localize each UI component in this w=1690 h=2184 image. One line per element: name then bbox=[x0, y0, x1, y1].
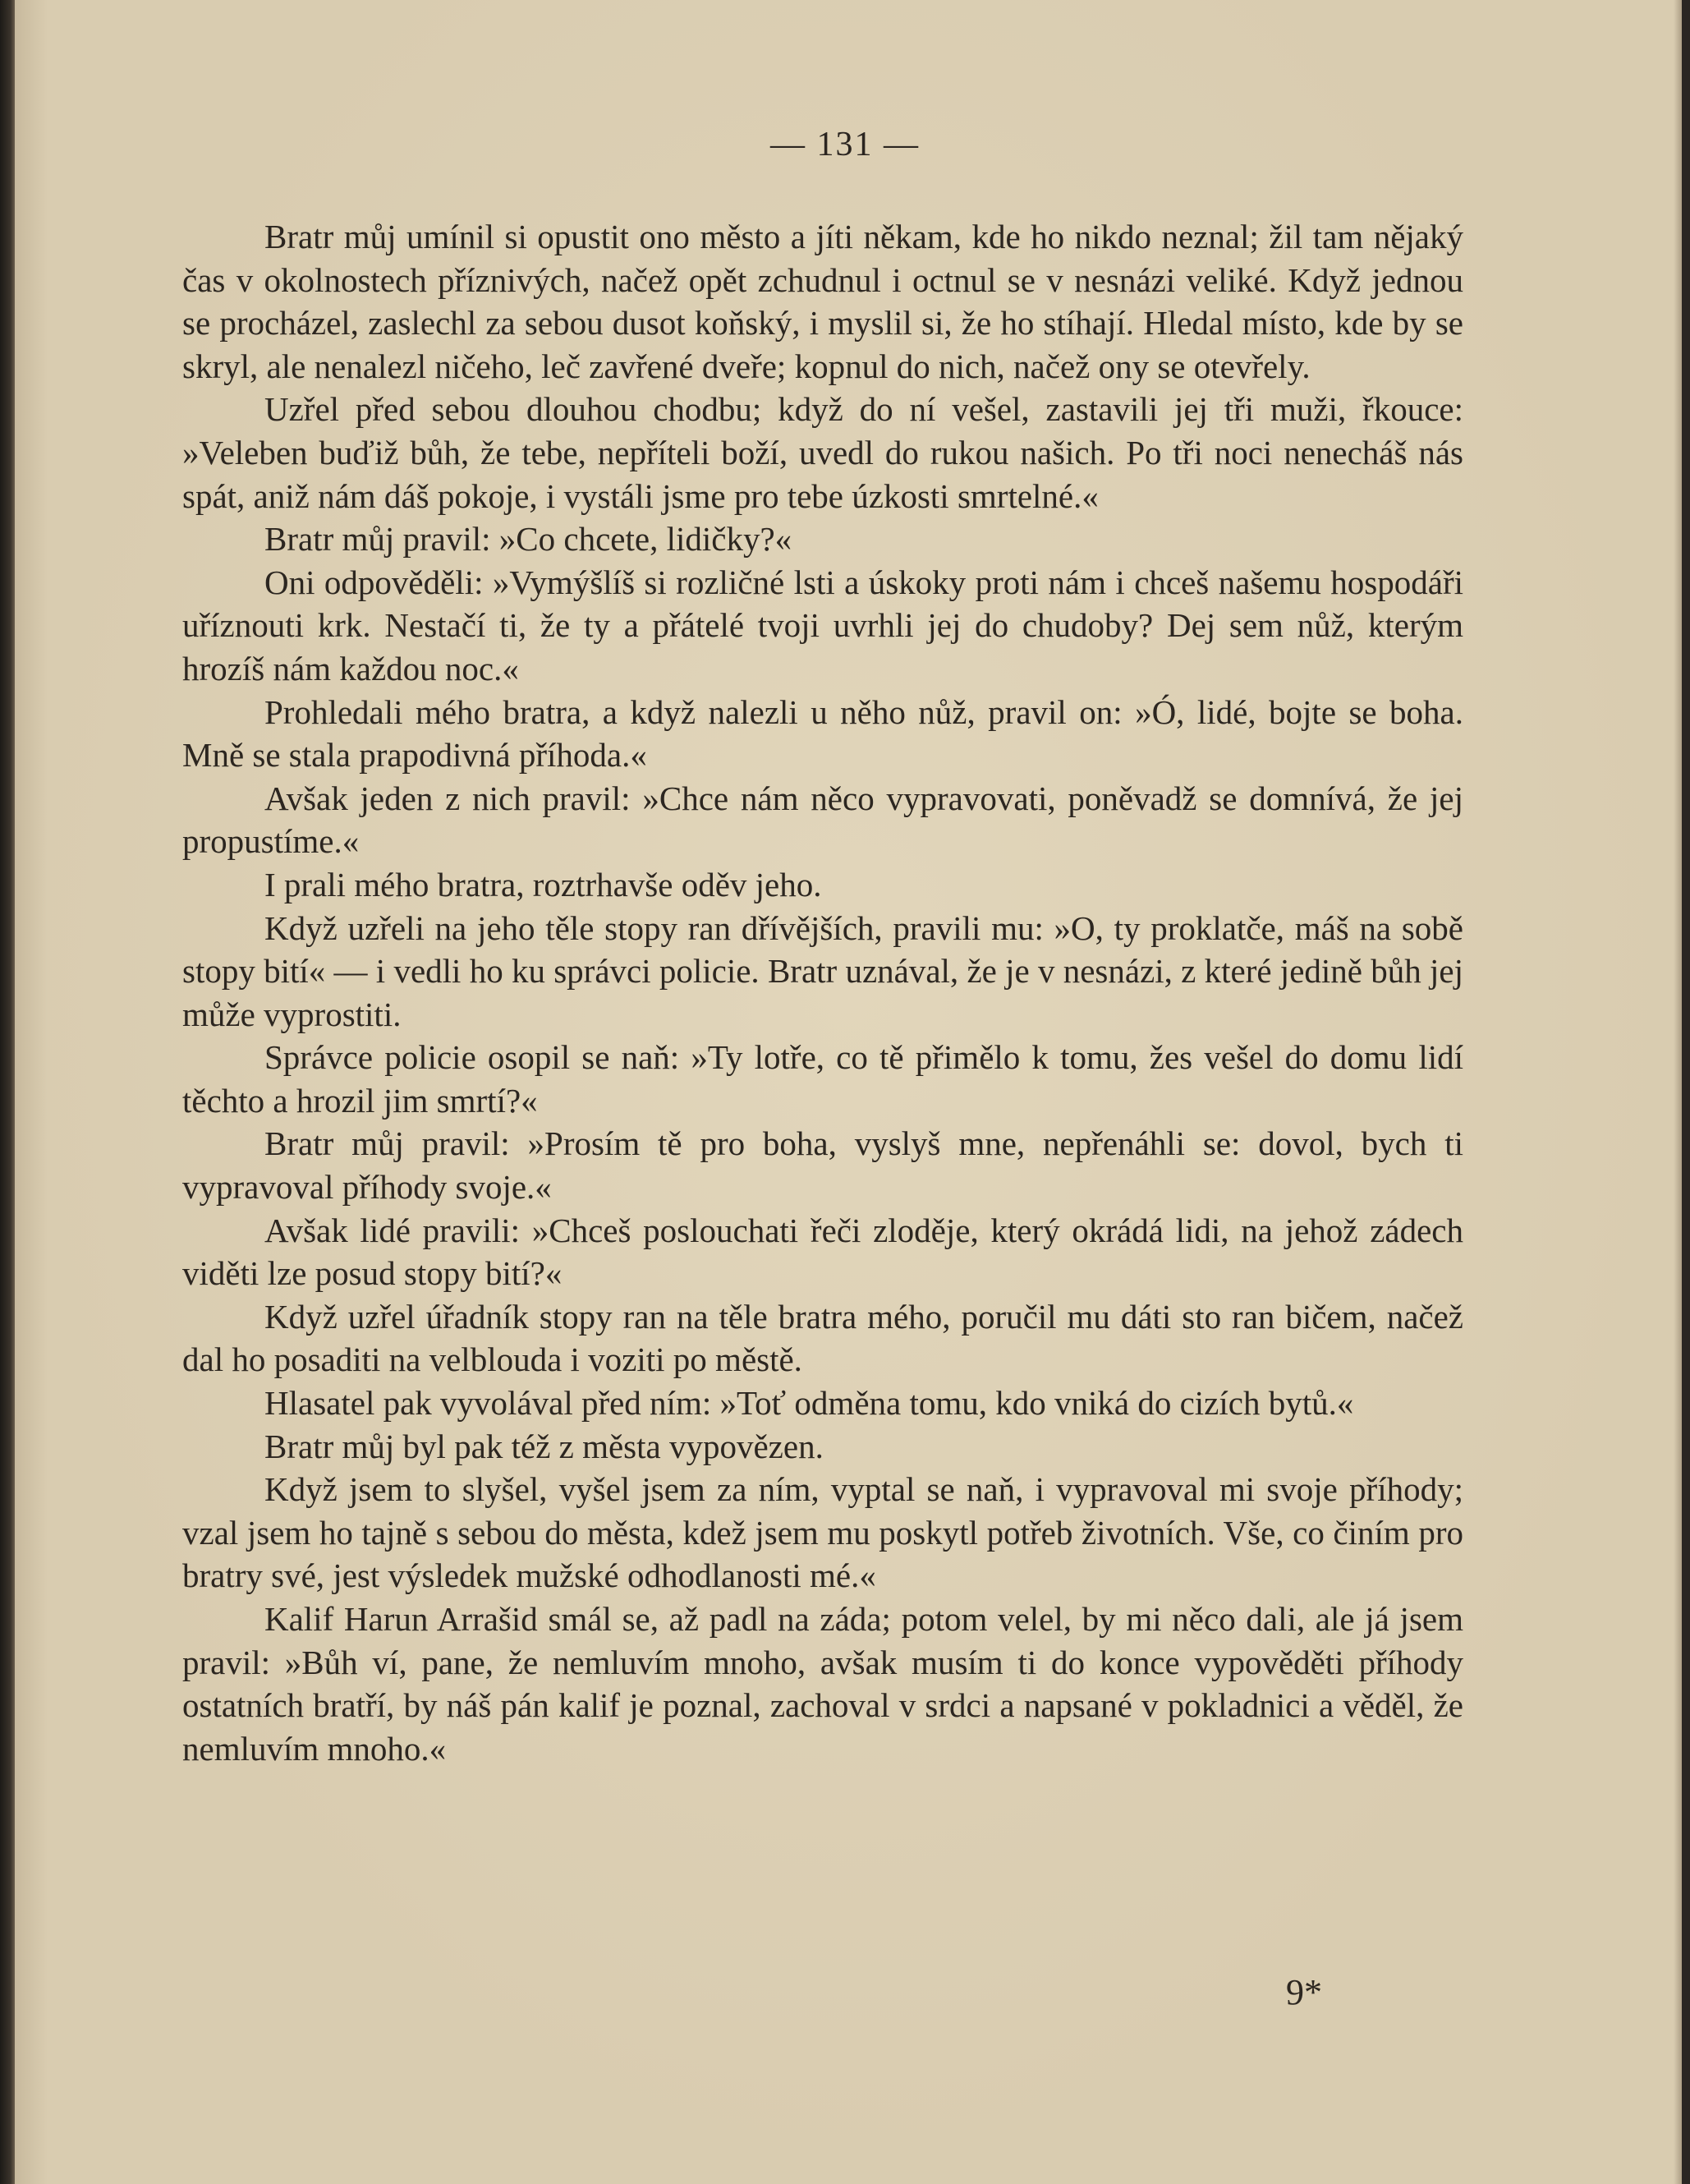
body-text bbox=[182, 215, 1463, 1770]
paragraph: I prali mého bratra, roztrhavše oděv jeho. bbox=[264, 865, 822, 903]
paragraph: Když uzřel úřadník stopy ran na těle bratra mého, poručil mu dáti sto ran bičem, načež dal ho posaditi na velblouda i voziti po městě. bbox=[182, 1297, 1463, 1379]
book-binding bbox=[0, 0, 15, 2184]
signature-mark: 9* bbox=[1286, 1972, 1322, 2012]
paragraph: Oni odpověděli: »Vymýšlíš si rozličné lsti a úskoky proti nám i chceš našemu hospodáři uříznouti krk. Nestačí ti, že ty a přátelé tvoji uvrhli jej do chudoby? Dej sem nůž, kterým hrozíš nám každou noc.« bbox=[182, 563, 1463, 687]
paragraph: Hlasatel pak vyvolával před ním: »Toť odměna tomu, kdo vniká do cizích bytů.« bbox=[264, 1384, 1354, 1423]
paragraph: Když uzřeli na jeho těle stopy ran dřívějších, pravili mu: »O, ty proklatče, máš na sobě stopy bití« — i vedli ho ku správci policie. Bratr uznával, že je v nesnázi, z které jedině bůh jej může vyprostiti. bbox=[182, 908, 1463, 1033]
paragraph: Kalif Harun Arrašid smál se, až padl na záda; potom velel, by mi něco dali, ale já jsem pravil: »Bůh ví, pane, že nemluvím mnoho, avšak musím ti do konce vypověděti příhody ostatních bratří, by náš pán kalif je poznal, zachoval v srdci a napsané v pokladnici a věděl, že nemluvím mnoho.« bbox=[182, 1600, 1463, 1768]
paragraph: Správce policie osopil se naň: »Ty lotře, co tě přimělo k tomu, žes vešel do domu lidí těchto a hrozil jim smrtí?« bbox=[182, 1038, 1463, 1120]
paragraph: Avšak jeden z nich pravil: »Chce nám něco vypravovati, poněvadž se domnívá, že jej propustíme.« bbox=[182, 779, 1463, 861]
paragraph: Bratr můj pravil: »Co chcete, lidičky?« bbox=[264, 520, 792, 559]
paragraph: Když jsem to slyšel, vyšel jsem za ním, vyptal se naň, i vypravoval mi svoje příhody; vzal jsem ho tajně s sebou do města, kdež jsem mu poskytl potřeb životních. Vše, co činím pro bratry své, jest výsledek mužské odhodlanosti mé.« bbox=[182, 1470, 1463, 1595]
paragraph: Prohledali mého bratra, a když nalezli u něho nůž, pravil on: »Ó, lidé, bojte se boha. Mně se stala prapodivná příhoda.« bbox=[182, 692, 1463, 775]
paragraph: Avšak lidé pravili: »Chceš poslouchati řeči zloděje, který okrádá lidi, na jehož zádech viděti lze posud stopy bití?« bbox=[182, 1211, 1463, 1293]
paragraph: Bratr můj byl pak též z města vypovězen. bbox=[264, 1427, 824, 1465]
paragraph: Uzřel před sebou dlouhou chodbu; když do ní vešel, zastavili jej tři muži, řkouce: »Veleben buďiž bůh, že tebe, nepříteli boží, uvedl do rukou našich. Po tři noci nenecháš nás spát, aniž nám dáš pokoje, i vystáli jsme pro tebe úzkosti smrtelné.« bbox=[182, 390, 1463, 515]
page-number-header: — 131 — bbox=[770, 126, 920, 163]
page-edge-shadow bbox=[1674, 0, 1682, 2184]
paragraph: Bratr můj pravil: »Prosím tě pro boha, vyslyš mne, nepřenáhli se: dovol, bych ti vypravoval příhody svoje.« bbox=[182, 1124, 1463, 1207]
paragraph: Bratr můj umínil si opustit ono město a jíti někam, kde ho nikdo neznal; žil tam nějaký čas v okolnostech příznivých, načež opět zchudnul i octnul se v nesnázi veliké. Když jednou se procházel, zaslechl za sebou dusot koňský, i myslil si, že ho stíhají. Hledal místo, kde by se skryl, ale nenalezl ničeho, leč zavřené dveře; kopnul do nich, načež ony se otevřely. bbox=[182, 218, 1463, 385]
